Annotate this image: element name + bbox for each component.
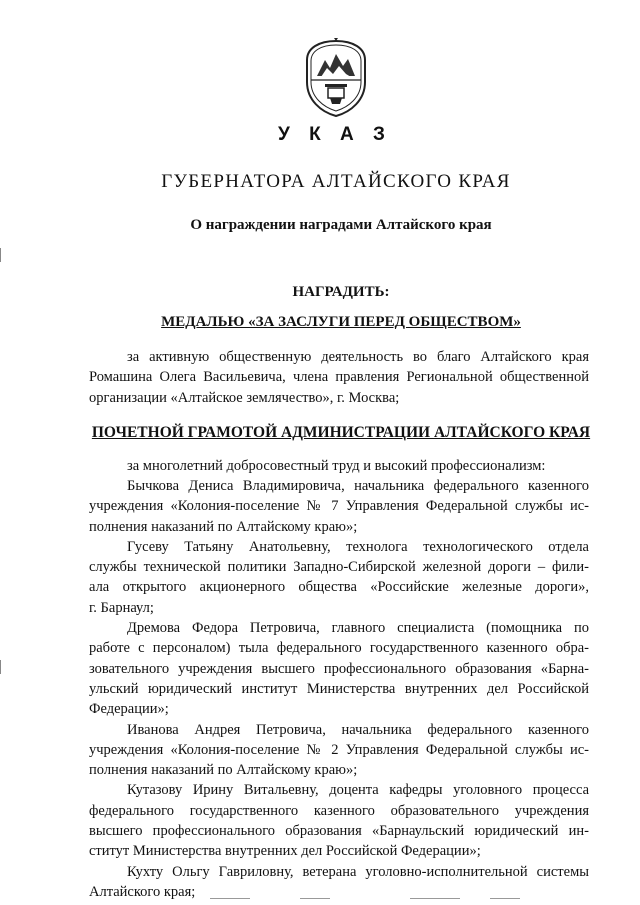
text-line: службы технической политики Западно-Сибирской железной дороги – фили- xyxy=(89,559,589,576)
text-line: высшего профессионального образования «Барнаульский юридический ин- xyxy=(89,823,589,840)
text-line: Кухту Ольгу Гавриловну, ветерана уголовно-исполнительной системы xyxy=(127,863,589,880)
text-line: Ромашина Олега Васильевича, члена правления Региональной общественной xyxy=(89,369,589,386)
text-line: полнения наказаний по Алтайскому краю»; xyxy=(89,518,358,535)
list-item xyxy=(89,537,589,618)
decree-issuer: ГУБЕРНАТОРА АЛТАЙСКОГО КРАЯ xyxy=(161,171,511,192)
award-verb: НАГРАДИТЬ: xyxy=(292,284,390,300)
scan-mark xyxy=(300,898,330,899)
award-list xyxy=(89,476,589,902)
decree-subject: О награждении наградами Алтайского края xyxy=(190,217,492,233)
scan-mark xyxy=(0,660,1,674)
text-line: Федерации»; xyxy=(89,701,169,718)
text-line: полнения наказаний по Алтайскому краю»; xyxy=(89,762,358,779)
text-line: Гусеву Татьяну Анатольевну, технолога технологического отдела xyxy=(127,538,589,555)
text-line: г. Барнаул; xyxy=(89,599,154,616)
text-line: Кутазову Ирину Витальевну, доцента кафедры уголовного процесса xyxy=(127,782,589,799)
decree-title: У К А З xyxy=(278,124,392,145)
list-item xyxy=(89,780,589,861)
list-item xyxy=(89,862,589,903)
text-line: ала открытого акционерного общества «Российские железные дороги», xyxy=(89,579,589,596)
medal-paragraph xyxy=(89,347,589,408)
medal-heading: МЕДАЛЬЮ «ЗА ЗАСЛУГИ ПЕРЕД ОБЩЕСТВОМ» xyxy=(161,314,521,330)
gramota-heading: ПОЧЕТНОЙ ГРАМОТОЙ АДМИНИСТРАЦИИ АЛТАЙСКОГО КРАЯ xyxy=(91,424,591,441)
text-line: организации «Алтайское землячество», г. Москва; xyxy=(89,389,400,406)
list-item xyxy=(89,618,589,719)
text-line: за активную общественную деятельность во благо Алтайского края xyxy=(127,349,589,365)
list-item xyxy=(89,720,589,781)
list-item xyxy=(89,476,589,537)
text-line: Бычкова Дениса Владимировича, начальника федерального казенного xyxy=(127,478,589,494)
gramota-intro xyxy=(89,456,589,476)
coat-of-arms-icon xyxy=(299,38,373,118)
text-line: Алтайского края; xyxy=(89,883,196,900)
text-line: за многолетний добросовестный труд и высокий профессионализм: xyxy=(127,458,546,474)
text-line: Иванова Андрея Петровича, начальника федерального казенного xyxy=(127,721,589,738)
text-line: учреждения «Колония-поселение № 7 Управления Федеральной службы ис- xyxy=(89,498,589,515)
text-line: зовательного учреждения высшего профессионального образования «Барна- xyxy=(89,660,589,677)
scan-mark xyxy=(210,898,250,899)
text-line: ульский юридический институт Министерства внутренних дел Российской xyxy=(89,680,589,697)
scan-mark xyxy=(490,898,520,899)
scan-mark xyxy=(0,248,1,262)
text-line: Дремова Федора Петровича, главного специалиста (помощника по xyxy=(127,620,589,637)
text-line: учреждения «Колония-поселение № 2 Управления Федеральной службы ис- xyxy=(89,741,589,758)
text-line: ститут Министерства внутренних дел Российской Федерации»; xyxy=(89,843,481,860)
text-line: работе с персоналом) тыла федерального государственного казенного обра- xyxy=(89,640,589,657)
scan-mark xyxy=(410,898,460,899)
text-line: федерального государственного казенного образовательного учреждения xyxy=(89,802,589,819)
